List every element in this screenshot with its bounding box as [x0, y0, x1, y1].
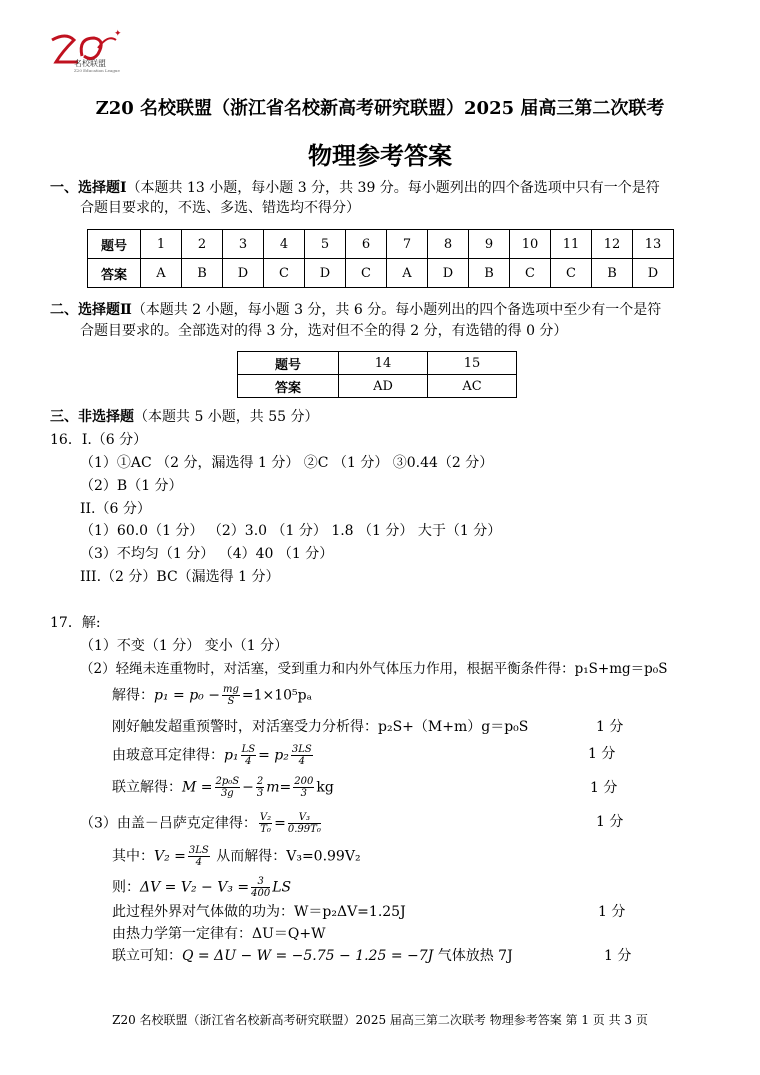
row-label-answer: 答案 [88, 259, 141, 288]
fraction [288, 812, 321, 835]
numerator: V₃ [288, 812, 321, 824]
answer-cell: C [551, 259, 592, 288]
answer-cell: D [305, 259, 346, 288]
q17-part3-line3 [112, 876, 291, 899]
answer-cell: C [510, 259, 551, 288]
section3-heading [50, 407, 319, 427]
section3-label: 三、非选择题 [50, 409, 134, 425]
score-label: 1 分 [588, 746, 616, 762]
formula: Q = ΔU − W = −5.75 − 1.25 = −7J [182, 948, 434, 964]
section1-label: 一、选择题Ⅰ [50, 180, 127, 196]
answer-cell: D [633, 259, 674, 288]
fraction [215, 776, 241, 799]
line-prefix: （3）由盖－吕萨克定律得： [80, 815, 257, 832]
q17-part2-line4 [112, 744, 315, 767]
row-label-question: 题号 [88, 230, 141, 259]
q17-part3-line5: 由热力学第一定律有：ΔU＝Q+W [112, 926, 326, 942]
q16-line: （3）不均匀（1 分） （4）40 （1 分） [80, 546, 334, 562]
answer-cell: A [141, 259, 182, 288]
formula: p₁ = p₀ − [154, 687, 220, 704]
line-prefix: 则： [112, 879, 140, 896]
line-prefix: 联立可知： [112, 948, 182, 964]
q16-line: （2）B（1 分） [80, 478, 183, 494]
question-number: 14 [339, 352, 428, 375]
q17-part3-line1 [80, 812, 323, 835]
section1-desc-line1: （本题共 13 小题，每小题 3 分，共 39 分。每小题列出的四个备选项中只有一个是符 [126, 180, 660, 196]
q16-line: II.（6 分） [80, 501, 151, 517]
section1-desc-line2: 合题目要求的，不选、多选、错选均不得分） [80, 200, 360, 216]
question-number: 11 [551, 230, 592, 259]
question-number: 2 [182, 230, 223, 259]
question-number: 8 [428, 230, 469, 259]
formula: = p₂ [258, 747, 289, 764]
section2-desc-line1: （本题共 2 小题，每小题 3 分，共 6 分。每小题列出的四个备选项中至少有一个是符 [131, 302, 662, 318]
section3-desc: （本题共 5 小题，共 55 分） [134, 409, 319, 425]
denominator: 0.99T₀ [287, 824, 321, 835]
q17-part3-line2 [112, 845, 361, 868]
operator: = [274, 815, 286, 832]
question-number: 13 [633, 230, 674, 259]
numerator: mg [222, 684, 239, 695]
denominator: 3 [256, 788, 264, 799]
answer-cell: B [469, 259, 510, 288]
q16-line: （1）60.0（1 分） （2）3.0 （1 分） 1.8 （1 分） 大于（1 分） [80, 523, 502, 539]
question-number: 1 [141, 230, 182, 259]
question-number: 12 [592, 230, 633, 259]
line-suffix: 气体放热 7J [433, 948, 513, 964]
line-prefix: 由玻意耳定律得： [112, 747, 224, 764]
formula: p₁ [224, 747, 239, 764]
section2-answer-table [237, 351, 517, 398]
question-number-row [238, 352, 517, 375]
score-label: 1 分 [596, 814, 624, 830]
fraction [256, 776, 264, 799]
formula: m= [266, 779, 292, 796]
denominator: 400 [251, 888, 271, 899]
section2-label: 二、选择题Ⅱ [50, 302, 132, 318]
section1-answer-table [87, 229, 674, 288]
score-label: 1 分 [604, 948, 632, 964]
denominator: 3 [300, 788, 307, 799]
q17-intro: 17．解: [50, 615, 101, 631]
row-label-answer: 答案 [238, 375, 339, 398]
q17-part2-line5 [112, 776, 334, 799]
logo-text: 名校联盟 [74, 59, 106, 68]
formula: V₂ = [154, 848, 186, 865]
q16-line: （1）①AC （2 分，漏选得 1 分） ②C （1 分） ③0.44（2 分） [80, 455, 494, 471]
line-prefix: 其中： [112, 848, 154, 865]
section2-heading [50, 300, 661, 320]
numerator: 200 [294, 776, 314, 787]
answer-cell: D [223, 259, 264, 288]
denominator: S [227, 696, 235, 707]
question-number: 6 [346, 230, 387, 259]
answer-row [238, 375, 517, 398]
score-label: 1 分 [590, 780, 618, 796]
line-suffix: 从而解得：V₃=0.99V₂ [211, 848, 361, 865]
question-number: 4 [264, 230, 305, 259]
q17-part1: （1）不变（1 分） 变小（1 分） [80, 638, 289, 654]
logo-small-text: Z20 Education League [74, 68, 120, 73]
fraction [291, 744, 313, 767]
league-logo [48, 26, 128, 76]
fraction [293, 776, 314, 799]
answer-cell: B [592, 259, 633, 288]
answer-cell: B [182, 259, 223, 288]
q16-line: III.（2 分）BC（漏选得 1 分） [80, 569, 280, 585]
numerator: 2p₀S [215, 776, 240, 787]
numerator: 3LS [188, 845, 209, 856]
question-number: 10 [510, 230, 551, 259]
formula: M = [182, 779, 213, 796]
line-prefix: 联立解得： [112, 779, 182, 796]
fraction [241, 744, 257, 767]
svg-text:✦: ✦ [114, 29, 122, 39]
section1-heading [50, 178, 660, 198]
numerator: 2 [256, 776, 264, 787]
numerator: 3 [251, 876, 270, 888]
score-label: 1 分 [598, 904, 626, 920]
row-label-question: 题号 [238, 352, 339, 375]
q17-part3-line4: 此过程外界对气体做的功为：W＝p₂ΔV=1.25J [112, 904, 406, 920]
q17-part2-solve [112, 684, 312, 707]
numerator: LS [241, 744, 256, 755]
page-subtitle: 物理参考答案 [308, 142, 452, 170]
answer-cell: AD [339, 375, 428, 398]
denominator: 4 [298, 756, 305, 767]
q17-part2-line1: （2）轻绳未连重物时，对活塞，受到重力和内外气体压力作用，根据平衡条件得：p₁S+mg＝p₀S [80, 661, 668, 677]
fraction [259, 812, 272, 835]
answer-cell: A [387, 259, 428, 288]
denominator: 4 [245, 756, 252, 767]
score-label: 1 分 [596, 719, 624, 735]
question-number: 9 [469, 230, 510, 259]
fraction [251, 876, 270, 899]
fraction [222, 684, 240, 707]
result: =1×10⁵pₐ [241, 687, 313, 704]
numerator: V₂ [259, 812, 272, 823]
formula: LS [272, 879, 292, 896]
denominator: 3g [220, 788, 234, 799]
page-title: Z20 名校联盟（浙江省名校新高考研究联盟）2025 届高三第二次联考 [95, 98, 665, 119]
unit: kg [316, 779, 334, 796]
answer-cell: C [346, 259, 387, 288]
question-number: 5 [305, 230, 346, 259]
answer-cell: C [264, 259, 305, 288]
q16-line: 16．I.（6 分） [50, 432, 148, 448]
page-footer: Z20 名校联盟（浙江省名校新高考研究联盟）2025 届高三第二次联考 物理参考答案 第 1 页 共 3 页 [112, 1013, 648, 1027]
answer-cell: D [428, 259, 469, 288]
question-number-row [88, 230, 674, 259]
answer-cell: AC [428, 375, 517, 398]
q17-part2-line3: 刚好触发超重预警时，对活塞受力分析得：p₂S+（M+m）g＝p₀S [112, 719, 529, 735]
question-number: 7 [387, 230, 428, 259]
denominator: T₀ [260, 824, 271, 835]
section2-desc-line2: 合题目要求的。全部选对的得 3 分，选对但不全的得 2 分，有选错的得 0 分） [80, 323, 568, 339]
fraction [188, 845, 210, 868]
operator: − [242, 779, 254, 796]
answer-row [88, 259, 674, 288]
question-number: 15 [428, 352, 517, 375]
formula: ΔV = V₂ − V₃ = [140, 879, 250, 896]
denominator: 4 [195, 857, 203, 868]
q17-part3-line6 [112, 946, 513, 966]
numerator: 3LS [291, 744, 312, 755]
question-number: 3 [223, 230, 264, 259]
solve-prefix: 解得： [112, 687, 154, 704]
